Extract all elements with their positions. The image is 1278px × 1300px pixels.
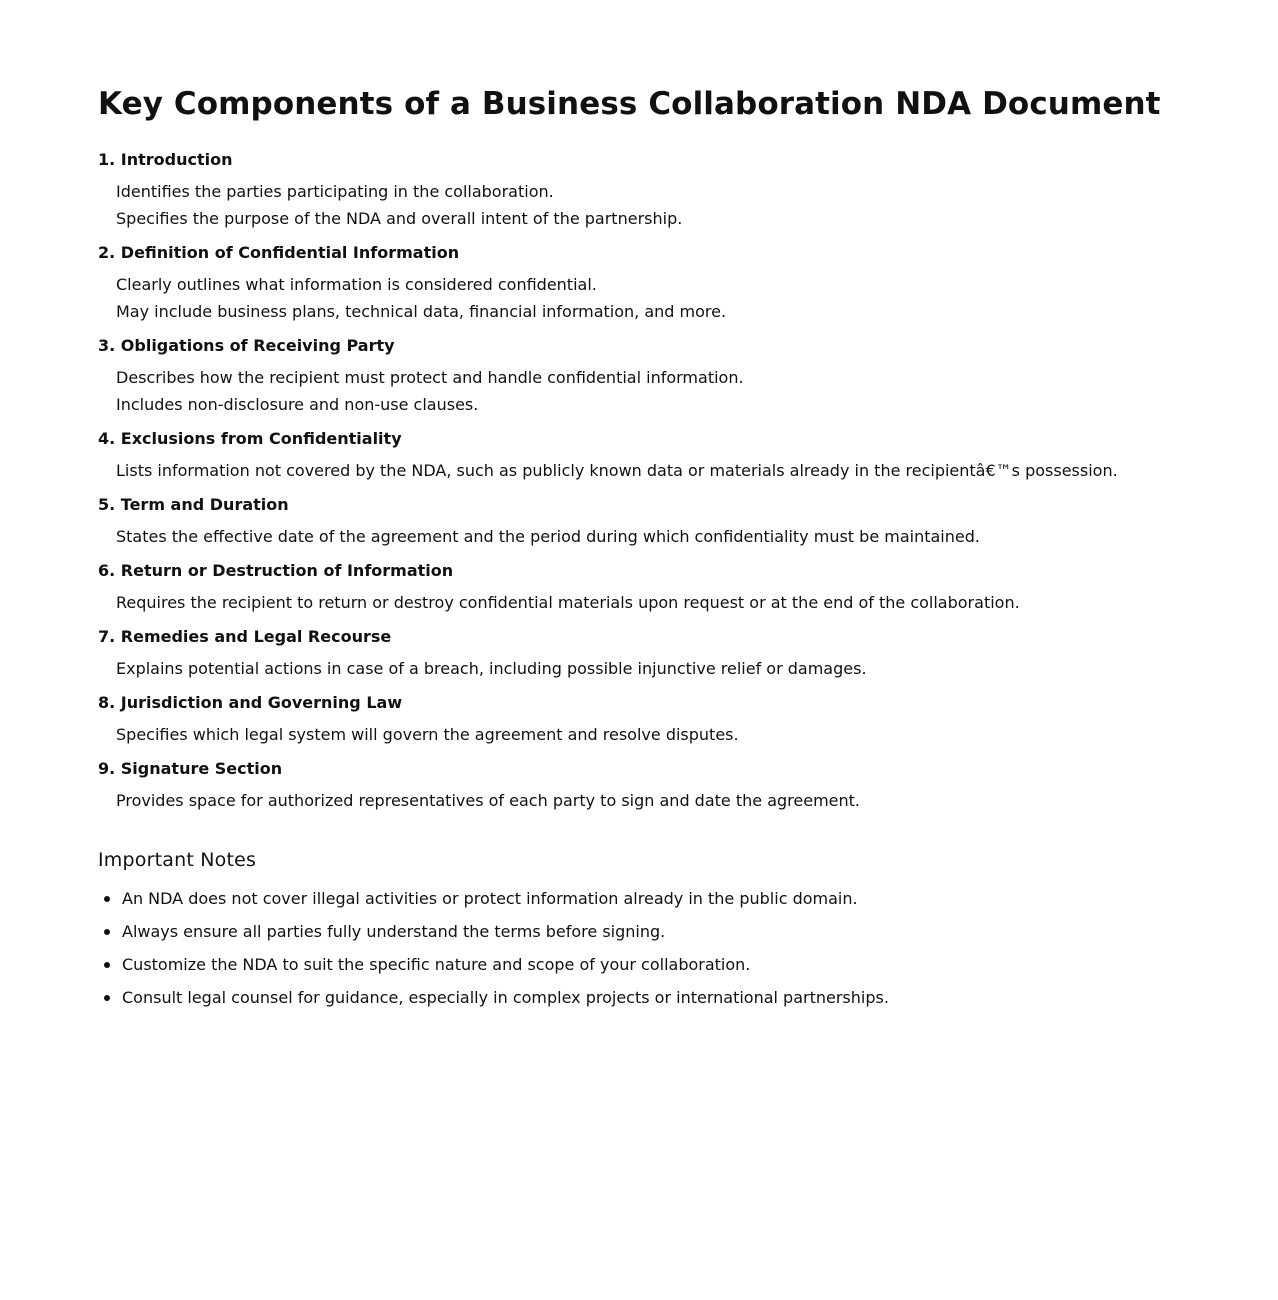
section-obligations [98,336,1258,418]
note-text: Always ensure all parties fully understand the terms before signing. [122,922,666,941]
section-heading: 8. Jurisdiction and Governing Law [98,693,403,712]
section-line: Identifies the parties participating in the collaboration. [116,182,554,201]
section-heading: 3. Obligations of Receiving Party [98,336,395,355]
bullet-icon [104,896,110,902]
bullet-icon [104,929,110,935]
section-heading: 9. Signature Section [98,759,283,778]
section-line: Clearly outlines what information is considered confidential. [116,275,597,294]
page-title: Key Components of a Business Collaboration NDA Document [98,86,1161,122]
note-text: Consult legal counsel for guidance, especially in complex projects or international partnerships. [122,988,889,1007]
section-line: Lists information not covered by the NDA, such as publicly known data or materials already in the recipientâ€™s possession. [116,461,1118,480]
section-jurisdiction [98,693,1258,748]
section-heading: 6. Return or Destruction of Information [98,561,454,580]
notes-list-item [98,889,1258,909]
section-term [98,495,1258,550]
section-line: Requires the recipient to return or destroy confidential materials upon request or at the end of the collaboration. [116,593,1020,612]
section-line: Explains potential actions in case of a breach, including possible injunctive relief or damages. [116,659,867,678]
section-line: Provides space for authorized representatives of each party to sign and date the agreement. [116,791,860,810]
sections-list [98,150,1258,814]
section-line: Describes how the recipient must protect and handle confidential information. [116,368,744,387]
section-definition [98,243,1258,325]
notes-list-item [98,988,1258,1008]
section-line: States the effective date of the agreement and the period during which confidentiality must be maintained. [116,527,980,546]
section-signature [98,759,1258,814]
bullet-icon [104,962,110,968]
note-text: An NDA does not cover illegal activities or protect information already in the public domain. [122,889,858,908]
section-return [98,561,1258,616]
section-line: May include business plans, technical data, financial information, and more. [116,302,727,321]
notes-heading: Important Notes [98,849,257,871]
section-exclusions [98,429,1258,484]
section-introduction [98,150,1258,232]
section-line: Specifies the purpose of the NDA and overall intent of the partnership. [116,209,683,228]
section-heading: 7. Remedies and Legal Recourse [98,627,392,646]
notes-list-item [98,922,1258,942]
section-line: Specifies which legal system will govern the agreement and resolve disputes. [116,725,739,744]
section-remedies [98,627,1258,682]
section-heading: 5. Term and Duration [98,495,289,514]
section-line: Includes non-disclosure and non-use clauses. [116,395,479,414]
section-heading: 2. Definition of Confidential Information [98,243,460,262]
section-heading: 4. Exclusions from Confidentiality [98,429,402,448]
section-heading: 1. Introduction [98,150,233,169]
notes-list-item [98,955,1258,975]
note-text: Customize the NDA to suit the specific nature and scope of your collaboration. [122,955,751,974]
notes-list [98,889,1258,1008]
document [98,84,1258,1021]
bullet-icon [104,995,110,1001]
